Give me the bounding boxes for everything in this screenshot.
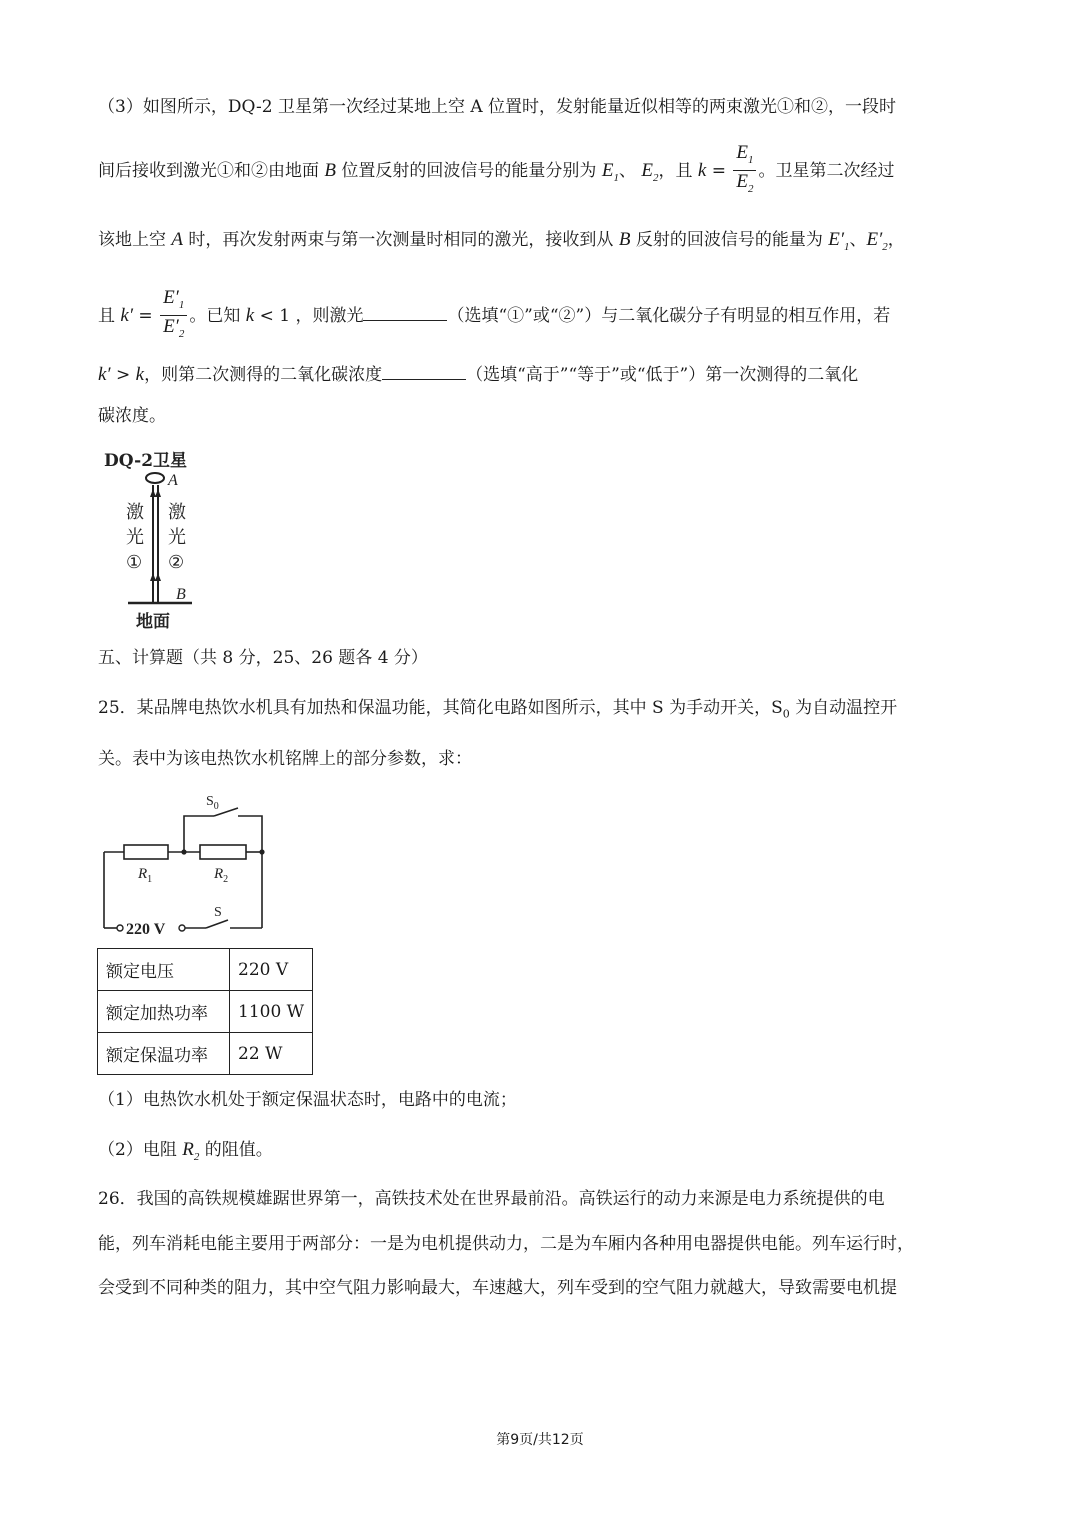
satellite-title: DQ-2卫星 xyxy=(104,451,188,471)
page-number: 第9页/共12页 xyxy=(496,1432,584,1448)
text-segment: （2）电阻 xyxy=(98,1140,183,1160)
q25-part1: （1）电热饮水机处于额定保温状态时，电路中的电流； xyxy=(98,1090,517,1110)
switch-s-blade xyxy=(206,920,228,928)
laser-2-char-1: 激 xyxy=(168,502,186,523)
var-k-prime: k′ xyxy=(120,304,133,326)
param-name-cell: 额定加热功率 xyxy=(98,991,230,1033)
q25-line1 xyxy=(98,696,897,726)
q25-part2 xyxy=(98,1138,273,1169)
laser-2-char-3: ② xyxy=(168,552,185,573)
var-k: k xyxy=(135,364,145,385)
q24-3-line3 xyxy=(98,228,905,259)
text-segment: 25．某品牌电热饮水机具有加热和保温功能，其简化电路如图所示，其中 S 为手动开关，S xyxy=(98,698,783,718)
var-E1: $E_1$ xyxy=(601,159,619,184)
text-segment: < 1 ，则激光 xyxy=(254,305,364,326)
text-segment: 且 xyxy=(98,305,121,326)
switch-s-label: S xyxy=(214,905,222,920)
text-segment: 。已知 xyxy=(189,305,246,326)
text-segment: 间后接收到激光①和②由地面 xyxy=(98,160,325,181)
q25-line2: 关。表中为该电热饮水机铭牌上的部分参数，求： xyxy=(98,749,472,769)
ground-label: 地面 xyxy=(136,612,170,632)
text-segment: 该地上空 xyxy=(98,230,172,250)
text-segment: 反射的回波信号的能量为 xyxy=(630,230,829,250)
laser-1-char-2: 光 xyxy=(126,527,144,548)
q24-3-line4 xyxy=(98,288,890,345)
param-name-cell: 额定保温功率 xyxy=(98,1033,230,1075)
table-row xyxy=(98,1033,313,1075)
text-segment: 位置反射的回波信号的能量分别为 xyxy=(336,160,602,181)
q24-3-line6: 碳浓度。 xyxy=(98,406,166,426)
var-E1-prime: $E'_1$ xyxy=(828,229,850,253)
text-segment: ，则第二次测得的二氧化碳浓度 xyxy=(144,365,383,385)
junction-dot xyxy=(181,849,186,854)
fraction-k: $\frac{E_1}{E_2}$ xyxy=(733,143,756,200)
table-row xyxy=(98,991,313,1033)
var-k: k xyxy=(697,159,707,181)
answer-blank-2[interactable] xyxy=(382,363,466,380)
s0-right-wire xyxy=(238,816,262,852)
text-segment: 、 xyxy=(618,160,642,181)
q26-line1: 26．我国的高铁规模雄踞世界第一，高铁技术处在世界最前沿。高铁运行的动力来源是电力系统提供的电 xyxy=(98,1189,885,1209)
var-A: A xyxy=(171,229,184,250)
text-segment: ，且 xyxy=(658,160,698,181)
resistor-r1 xyxy=(124,845,168,859)
text-segment: （选填“高于”“等于”或“低于”）第一次测得的二氧化 xyxy=(466,365,859,385)
var-k-prime: k′ xyxy=(98,364,111,385)
laser-1-arrow-mid xyxy=(150,573,156,581)
parameter-table-body xyxy=(98,949,313,1075)
q26-line2: 能，列车消耗电能主要用于两部分：一是为电机提供动力，二是为车厢内各种用电器提供电能。列车运行时， xyxy=(98,1234,914,1254)
resistor-r2 xyxy=(200,845,246,859)
text-segment: ， xyxy=(887,230,905,250)
param-value-cell: 1100 W xyxy=(230,991,313,1033)
var-R2: $R_2$ xyxy=(182,1139,200,1163)
param-value-cell: 220 V xyxy=(230,949,313,991)
param-value-cell: 22 W xyxy=(230,1033,313,1075)
q24-3-line1: （3）如图所示，DQ-2 卫星第一次经过某地上空 A 位置时，发射能量近似相等的两束激光①和②，一段时 xyxy=(98,97,897,117)
q24-3-line5 xyxy=(98,363,858,387)
s0-left-wire xyxy=(184,816,214,852)
parameter-table xyxy=(97,948,313,1075)
terminal xyxy=(117,925,123,931)
satellite-icon xyxy=(146,473,164,483)
var-B: B xyxy=(324,159,337,181)
text-segment: 、 xyxy=(849,230,867,250)
var-E2-prime: $E'_2$ xyxy=(866,229,888,253)
text-segment: > xyxy=(110,365,136,385)
param-name-cell: 额定电压 xyxy=(98,949,230,991)
point-a-label: A xyxy=(168,472,178,489)
satellite-laser-figure xyxy=(96,445,226,635)
laser-2-arrow-mid xyxy=(155,573,161,581)
terminal xyxy=(179,925,185,931)
switch-s0-label: $S_0$ xyxy=(206,794,219,812)
var-k: k xyxy=(245,304,255,326)
answer-blank-1[interactable] xyxy=(363,304,447,321)
text-segment: 。卫星第二次经过 xyxy=(758,160,895,181)
var-E2: $E_2$ xyxy=(641,159,659,184)
text-segment: 的阻值。 xyxy=(199,1140,273,1160)
equals: = xyxy=(133,305,159,326)
laser-2-char-2: 光 xyxy=(168,527,186,548)
r1-label: $R_1$ xyxy=(138,866,153,885)
laser-1-char-1: 激 xyxy=(126,502,144,523)
point-b-label: B xyxy=(176,586,186,603)
q26-line3: 会受到不同种类的阻力，其中空气阻力影响最大，车速越大，列车受到的空气阻力就越大，导致需要电机提 xyxy=(98,1278,897,1298)
circuit-diagram xyxy=(98,788,278,940)
text-segment: 时，再次发射两束与第一次测量时相同的激光，接收到从 xyxy=(183,230,619,250)
section-5-heading: 五、计算题（共 8 分，25、26 题各 4 分） xyxy=(98,648,428,668)
equals: = xyxy=(706,160,732,181)
laser-2-arrow-up xyxy=(155,489,161,497)
laser-1-arrow-up xyxy=(150,489,156,497)
r2-label: $R_2$ xyxy=(214,866,229,885)
source-label: 220 V xyxy=(126,921,166,938)
laser-1-char-3: ① xyxy=(126,552,143,573)
text-segment: （选填“①”或“②”）与二氧化碳分子有明显的相互作用，若 xyxy=(447,305,891,326)
text-segment: 为自动温控开 xyxy=(789,698,898,718)
var-B: B xyxy=(618,229,631,250)
table-row xyxy=(98,949,313,991)
q24-3-line2 xyxy=(98,143,894,202)
subscript: 0 xyxy=(782,707,790,721)
fraction-k-prime: $\frac{E'_1}{E'_2}$ xyxy=(160,288,187,345)
